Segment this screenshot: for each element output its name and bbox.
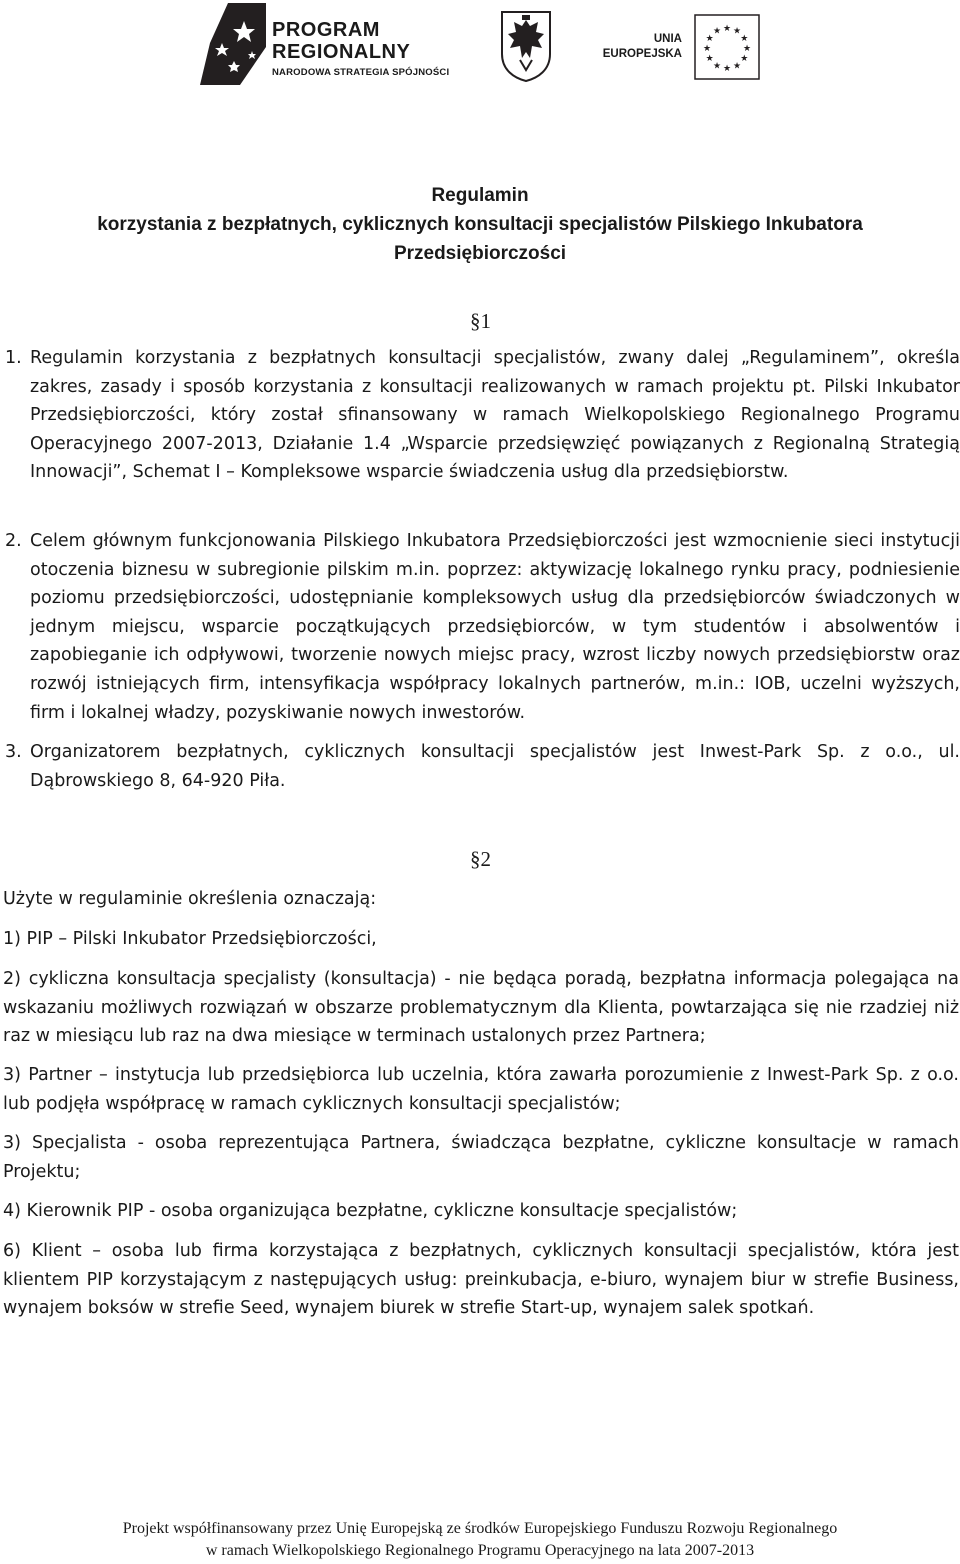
eu-logo — [596, 6, 762, 86]
program-logo-line1: PROGRAM — [272, 19, 380, 41]
eu-stars-flag-icon — [694, 14, 760, 80]
program-regionalny-logo — [200, 3, 460, 85]
svg-text:★: ★ — [732, 61, 742, 72]
item-number: 1. — [5, 348, 22, 368]
header-logos — [0, 0, 960, 100]
svg-text:★: ★ — [722, 24, 732, 34]
program-logo-line3: NARODOWA STRATEGIA SPÓJNOŚCI — [272, 67, 450, 78]
svg-text:★: ★ — [722, 64, 732, 74]
svg-text:★: ★ — [705, 54, 714, 64]
eu-logo-line1: UNIA — [653, 33, 682, 45]
section-2-mark: §2 — [470, 847, 491, 871]
wielkopolska-eagle-crest-icon — [500, 10, 552, 82]
section1-item-3 — [5, 738, 960, 795]
section1-item-2 — [5, 527, 960, 727]
definition-3-specjalista: 3) Specjalista - osoba reprezentująca Partnera, świadcząca bezpłatne, cykliczne konsultacje w ramach Projektu; — [3, 1133, 959, 1182]
title-line-3: Przedsiębiorczości — [393, 243, 567, 264]
definition-4: 4) Kierownik PIP - osoba organizująca bezpłatne, cykliczne konsultacje specjalistów; — [3, 1201, 738, 1221]
document-title — [0, 181, 960, 268]
svg-text:★: ★ — [712, 26, 722, 37]
item-text: Celem głównym funkcjonowania Pilskiego Inkubatora Przedsiębiorczości jest wzmocnienie sieci instytucji otoczenia biznesu w subregionie pilskim m.in. poprzez: aktywizację lokalnego rynku pracy, podniesienie poziomu przedsiębiorczości, udostępnianie kompleksowych usług dla przedsiębiorców świadczonych w jednym miejscu, wsparcie początkujących przedsiębiorców, w tym studentów i absolwentów i zapobieganie ich odpływowi, tworzenie nowych miejsc pracy, wzrost liczby nowych przedsiębiorstw oraz rozwój istniejących firm, intensyfikacja współpracy lokalnych partnerów, m.in.: IOB, uczelni wyższych, firm i lokalnej władzy, pozyskiwanie nowych inwestorów. — [30, 531, 960, 723]
program-regionalny-emblem-icon — [200, 3, 266, 85]
program-logo-line2: REGIONALNY — [272, 41, 411, 63]
item-text: Organizatorem bezpłatnych, cyklicznych konsultacji specjalistów jest Inwest-Park Sp. z o.o., ul. Dąbrowskiego 8, 64-920 Piła. — [30, 742, 960, 791]
svg-text:★: ★ — [705, 34, 714, 44]
definition-3-partner: 3) Partner – instytucja lub przedsiębiorca lub uczelnia, która zawarła porozumienie z Inwest-Park Sp. z o.o. lub podjęła współpracę w ramach cyklicznych konsultacji specjalistów; — [3, 1065, 959, 1114]
svg-text:★: ★ — [732, 26, 742, 37]
eu-logo-line2: EUROPEJSKA — [602, 48, 682, 60]
section-1-mark: §1 — [470, 309, 491, 333]
footer-line-1: Projekt współfinansowany przez Unię Europejską ze środków Europejskiego Funduszu Rozwoju Regionalnego — [122, 1520, 838, 1537]
svg-text:★: ★ — [712, 61, 722, 72]
definition-1: 1) PIP – Pilski Inkubator Przedsiębiorczości, — [3, 929, 377, 949]
section2-intro: Użyte w regulaminie określenia oznaczają: — [3, 889, 377, 909]
svg-text:★: ★ — [740, 54, 749, 64]
item-text: Regulamin korzystania z bezpłatnych konsultacji specjalistów, zwany dalej „Regulaminem”, określa zakres, zasady i sposób korzystania z konsultacji realizowanych w ramach projektu pt. Pilski Inkubator Przedsiębiorczości, który został sfinansowany w ramach Wielkopolskiego Regionalnego Programu Operacyjnego 2007-2013, Działanie 1.4 „Wsparcie przedsięwzięć powiązanych z Regionalną Strategią Innowacji”, Schemat I – Kompleksowe wsparcie świadczenia usług dla przedsiębiorstw. — [30, 348, 960, 483]
title-line-1: Regulamin — [431, 185, 529, 206]
definition-2: 2) cykliczna konsultacja specjalisty (konsultacja) - nie będąca poradą, bezpłatna informacja polegająca na wskazaniu możliwych rozwiązań w obszarze problematycznym dla Klienta, powtarzająca się nie rzadziej niż raz w miesiącu lub raz na dwa miesiące w terminach ustalonych przez Partnera; — [3, 969, 959, 1047]
definition-6: 6) Klient – osoba lub firma korzystająca z bezpłatnych, cyklicznych konsultacji specjalistów, która jest klientem PIP korzystającym z następujących usług: preinkubacja, e-biuro, wynajem biur w strefie Business, wynajem boksów w strefie Seed, wynajem biurek w strefie Start-up, wynajem salek spotkań. — [3, 1241, 959, 1319]
svg-text:★: ★ — [702, 44, 712, 54]
svg-text:★: ★ — [742, 44, 752, 54]
title-line-2: korzystania z bezpłatnych, cyklicznych konsultacji specjalistów Pilskiego Inkubatora — [97, 214, 863, 235]
footer-line-2: w ramach Wielkopolskiego Regionalnego Programu Operacyjnego na lata 2007-2013 — [205, 1542, 755, 1559]
item-number: 2. — [5, 531, 22, 551]
item-number: 3. — [5, 742, 22, 762]
section1-item-1 — [5, 344, 960, 487]
svg-text:★: ★ — [740, 34, 749, 44]
page-footer — [0, 1518, 960, 1562]
